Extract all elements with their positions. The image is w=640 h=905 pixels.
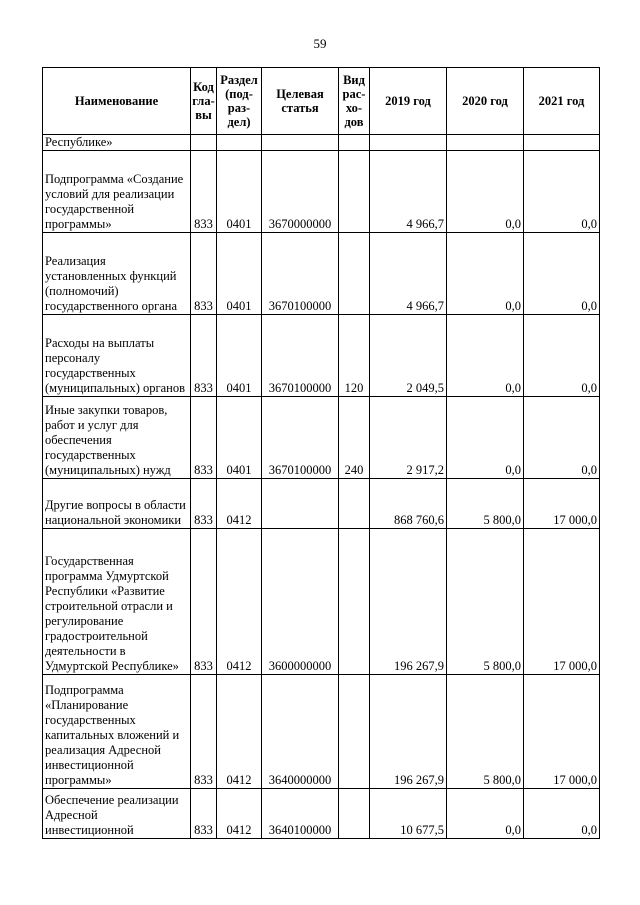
row-type bbox=[339, 789, 370, 839]
row-code: 833 bbox=[191, 315, 217, 397]
row-2020 bbox=[447, 135, 524, 151]
row-2021: 17 000,0 bbox=[524, 479, 600, 529]
row-type bbox=[339, 151, 370, 233]
row-type bbox=[339, 479, 370, 529]
row-code: 833 bbox=[191, 479, 217, 529]
row-2021: 0,0 bbox=[524, 789, 600, 839]
row-type bbox=[339, 233, 370, 315]
row-2021: 0,0 bbox=[524, 233, 600, 315]
row-article: 3670100000 bbox=[262, 315, 339, 397]
row-section: 0412 bbox=[217, 529, 262, 675]
table-row bbox=[43, 233, 600, 315]
row-code: 833 bbox=[191, 675, 217, 789]
header-year-2021: 2021 год bbox=[524, 68, 600, 135]
header-target-article: Целевая статья bbox=[262, 68, 339, 135]
row-2019: 4 966,7 bbox=[370, 233, 447, 315]
row-2019 bbox=[370, 135, 447, 151]
row-code: 833 bbox=[191, 233, 217, 315]
table-row bbox=[43, 479, 600, 529]
row-name: Иные закупки товаров, работ и услуг для обеспечения государственных (муниципальных) нужд bbox=[43, 397, 191, 479]
row-article: 3640100000 bbox=[262, 789, 339, 839]
row-type bbox=[339, 675, 370, 789]
table-header-row bbox=[43, 68, 600, 135]
row-code bbox=[191, 135, 217, 151]
row-2019: 2 917,2 bbox=[370, 397, 447, 479]
row-article bbox=[262, 135, 339, 151]
table-row bbox=[43, 789, 600, 839]
row-type bbox=[339, 529, 370, 675]
budget-table bbox=[42, 67, 600, 839]
row-article: 3600000000 bbox=[262, 529, 339, 675]
row-name: Обеспечение реализации Адресной инвестиционной bbox=[43, 789, 191, 839]
table-row bbox=[43, 529, 600, 675]
row-2021: 0,0 bbox=[524, 315, 600, 397]
row-article: 3640000000 bbox=[262, 675, 339, 789]
table-row bbox=[43, 151, 600, 233]
row-type: 120 bbox=[339, 315, 370, 397]
row-type: 240 bbox=[339, 397, 370, 479]
row-section: 0412 bbox=[217, 479, 262, 529]
row-section: 0401 bbox=[217, 233, 262, 315]
row-2019: 4 966,7 bbox=[370, 151, 447, 233]
row-section: 0412 bbox=[217, 789, 262, 839]
row-2020: 0,0 bbox=[447, 789, 524, 839]
table-row bbox=[43, 397, 600, 479]
row-2020: 0,0 bbox=[447, 233, 524, 315]
header-name: Наименование bbox=[43, 68, 191, 135]
row-section: 0412 bbox=[217, 675, 262, 789]
row-2019: 2 049,5 bbox=[370, 315, 447, 397]
row-2021: 0,0 bbox=[524, 397, 600, 479]
page-number: 59 bbox=[313, 36, 327, 51]
row-name: Другие вопросы в области национальной экономики bbox=[43, 479, 191, 529]
row-2021: 17 000,0 bbox=[524, 529, 600, 675]
row-article bbox=[262, 479, 339, 529]
row-article: 3670000000 bbox=[262, 151, 339, 233]
row-section: 0401 bbox=[217, 315, 262, 397]
row-section: 0401 bbox=[217, 397, 262, 479]
row-code: 833 bbox=[191, 529, 217, 675]
row-2020: 5 800,0 bbox=[447, 479, 524, 529]
row-2020: 0,0 bbox=[447, 315, 524, 397]
row-name: Подпрограмма «Создание условий для реализации государственной программы» bbox=[43, 151, 191, 233]
row-name: Республике» bbox=[43, 135, 191, 151]
row-2019: 868 760,6 bbox=[370, 479, 447, 529]
header-year-2020: 2020 год bbox=[447, 68, 524, 135]
row-2021: 17 000,0 bbox=[524, 675, 600, 789]
row-2019: 10 677,5 bbox=[370, 789, 447, 839]
header-expense-type: Вид рас- хо- дов bbox=[339, 68, 370, 135]
row-code: 833 bbox=[191, 151, 217, 233]
row-code: 833 bbox=[191, 397, 217, 479]
row-2019: 196 267,9 bbox=[370, 529, 447, 675]
table-row bbox=[43, 135, 600, 151]
row-article: 3670100000 bbox=[262, 397, 339, 479]
header-year-2019: 2019 год bbox=[370, 68, 447, 135]
row-section: 0401 bbox=[217, 151, 262, 233]
header-chapter-code: Код гла- вы bbox=[191, 68, 217, 135]
table-row bbox=[43, 315, 600, 397]
row-2019: 196 267,9 bbox=[370, 675, 447, 789]
row-name: Реализация установленных функций (полномочий) государственного органа bbox=[43, 233, 191, 315]
row-section bbox=[217, 135, 262, 151]
row-name: Подпрограмма «Планирование государственных капитальных вложений и реализация Адресной инвестиционной программы» bbox=[43, 675, 191, 789]
row-2020: 5 800,0 bbox=[447, 529, 524, 675]
header-section: Раздел (под- раз- дел) bbox=[217, 68, 262, 135]
row-2020: 0,0 bbox=[447, 151, 524, 233]
row-name: Расходы на выплаты персоналу государственных (муниципальных) органов bbox=[43, 315, 191, 397]
row-code: 833 bbox=[191, 789, 217, 839]
table-row bbox=[43, 675, 600, 789]
row-type bbox=[339, 135, 370, 151]
row-name: Государственная программа Удмуртской Республики «Развитие строительной отрасли и регулирование градостроительной деятельности в Удмуртской Республике» bbox=[43, 529, 191, 675]
row-2020: 5 800,0 bbox=[447, 675, 524, 789]
row-2021 bbox=[524, 135, 600, 151]
row-2020: 0,0 bbox=[447, 397, 524, 479]
row-article: 3670100000 bbox=[262, 233, 339, 315]
row-2021: 0,0 bbox=[524, 151, 600, 233]
